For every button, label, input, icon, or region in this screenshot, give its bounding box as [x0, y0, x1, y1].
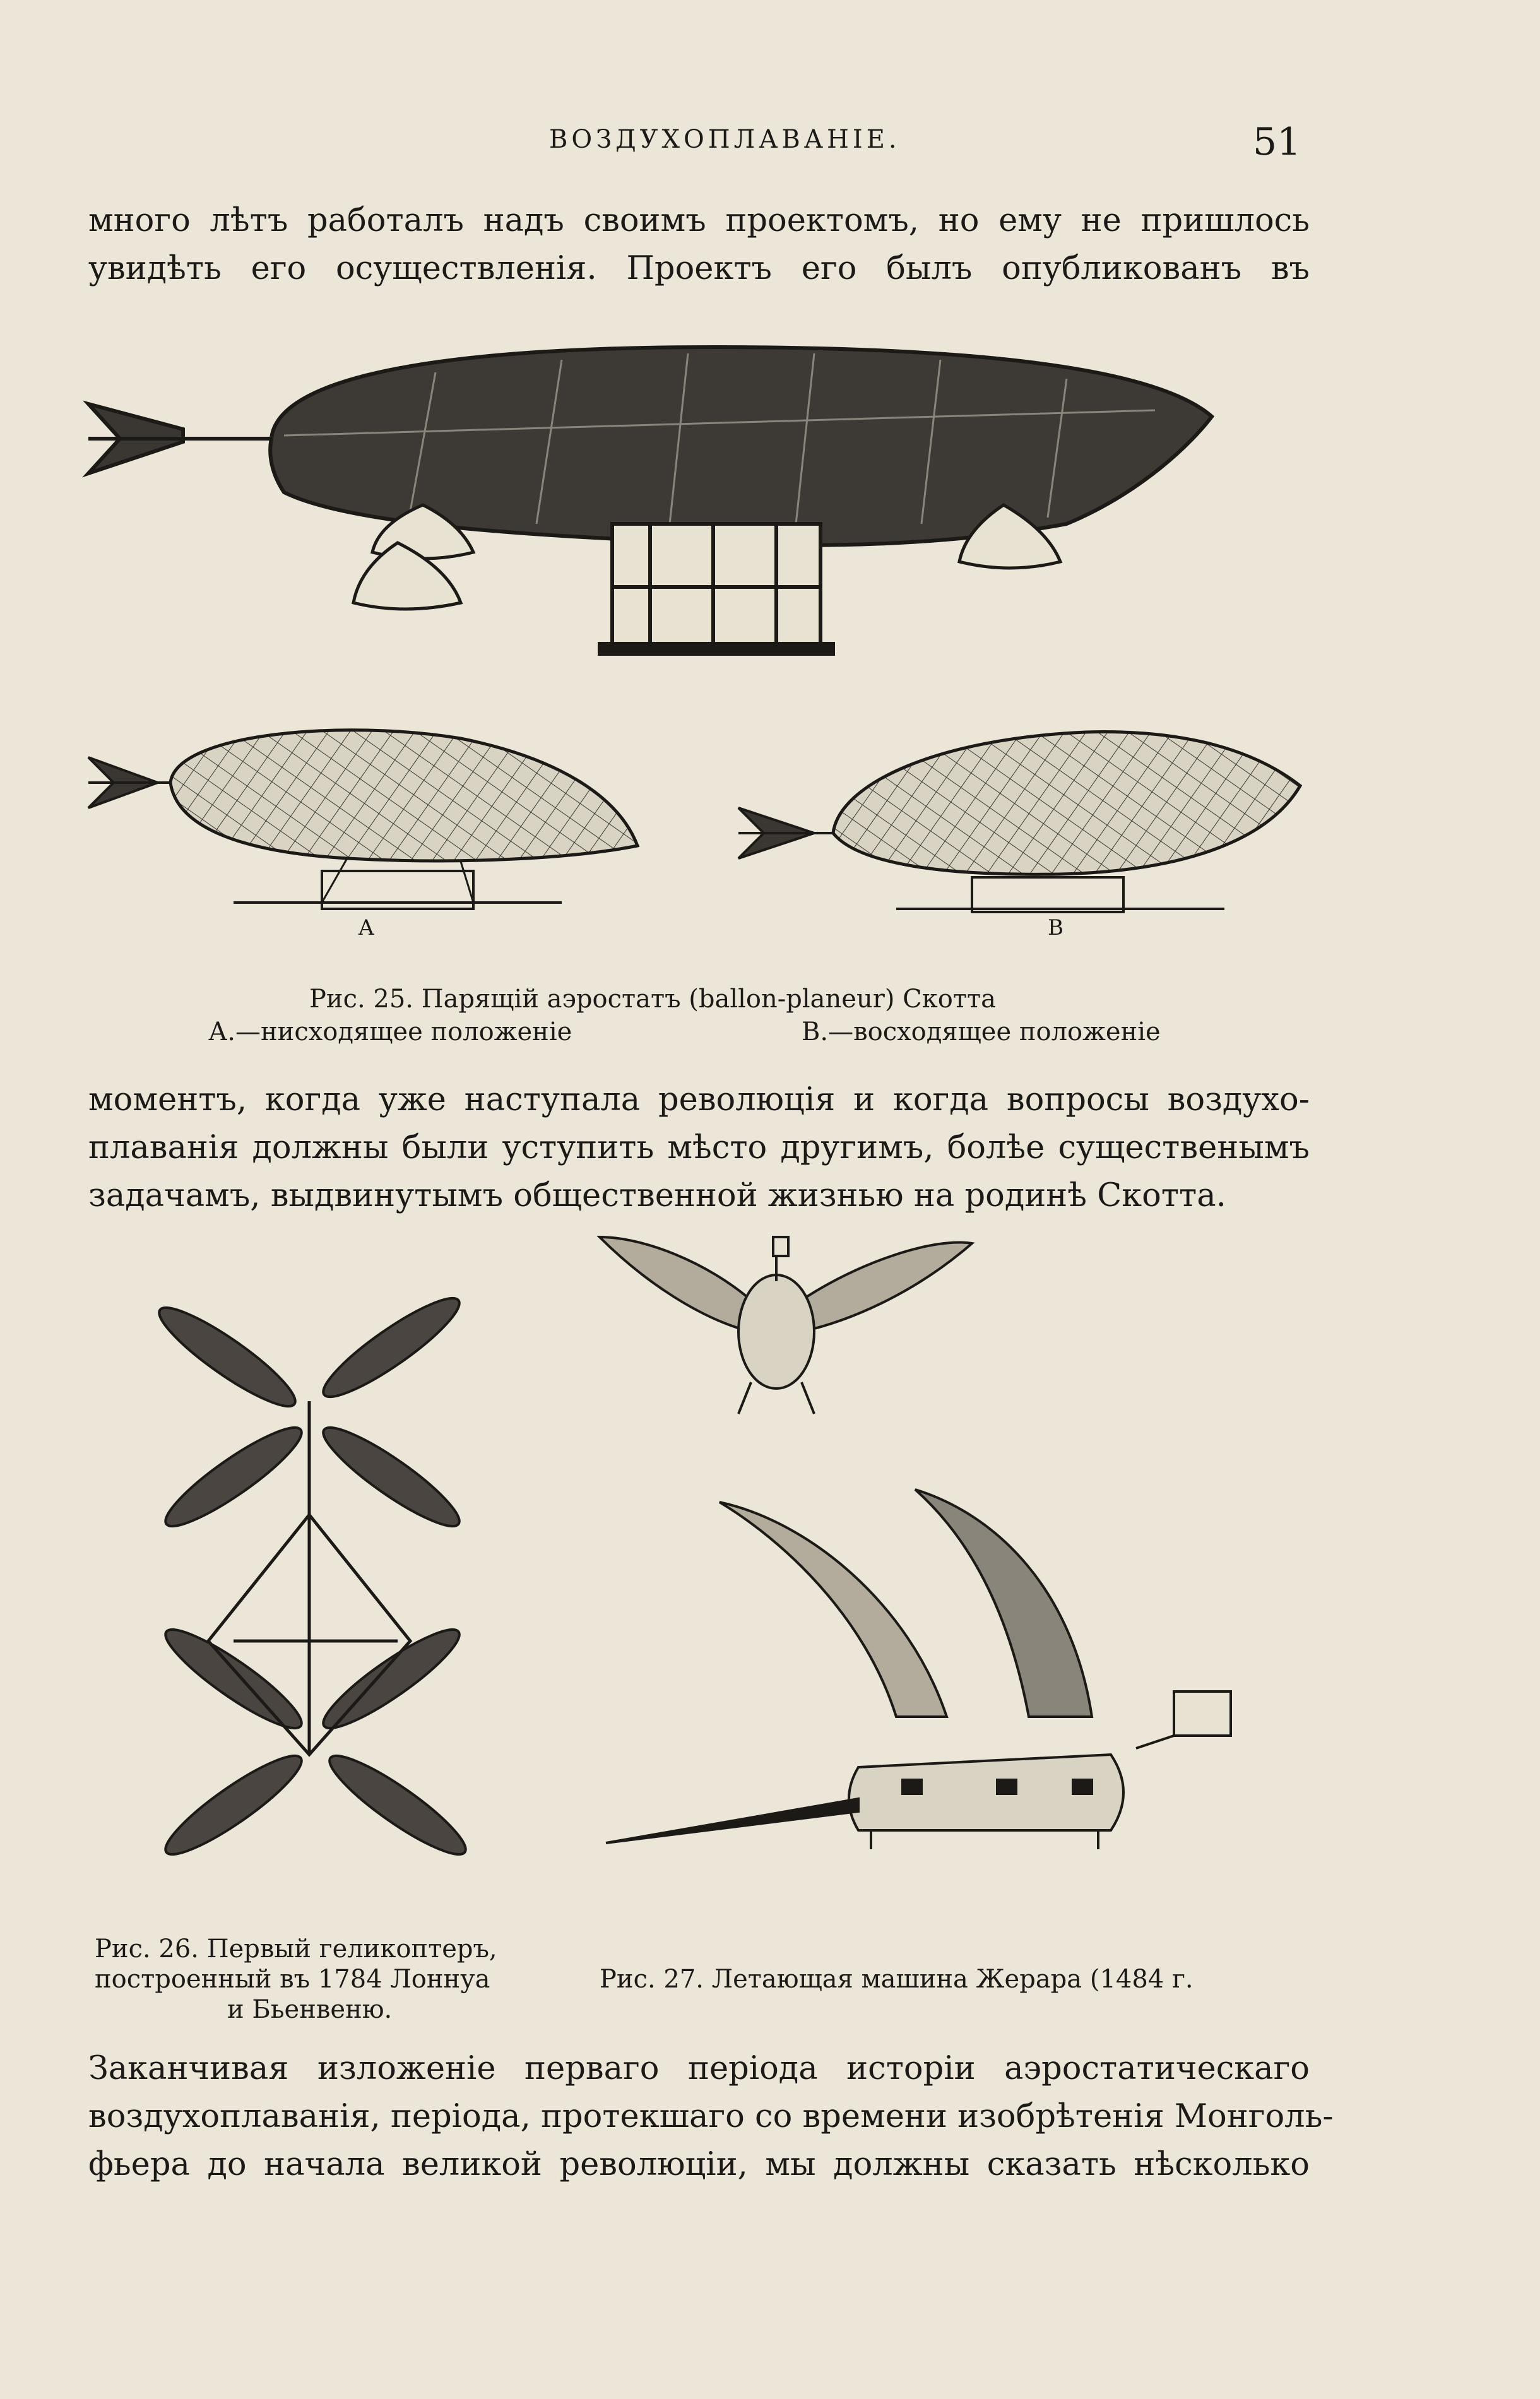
balloon-tail-rudder: [88, 404, 278, 473]
figure-25a-descending-airship: [82, 713, 688, 928]
paragraph-line: воздухоплаванія, періода, протекшаго со времени изобрѣтенія Монголь-: [88, 2098, 1334, 2135]
paragraph-line: фьера до начала великой революціи, мы должны сказать нѣсколько: [88, 2146, 1310, 2183]
figure-26-caption-line: и Бьенвеню.: [227, 1995, 393, 2024]
paragraph-line: много лѣтъ работалъ надъ своимъ проектомъ, но ему не пришлось: [88, 202, 1310, 239]
paragraph-2: [88, 1076, 1310, 1220]
figure-25-caption-b: В.—восходящее положеніе: [802, 1017, 1161, 1046]
figure-25-caption-a: А.—нисходящее положеніе: [208, 1017, 572, 1046]
figure-label-a: A: [358, 915, 374, 940]
figure-25-main-balloon-illustration: [82, 335, 1231, 675]
small-winged-figure: [600, 1237, 972, 1414]
figure-27-caption: Рис. 27. Летающая машина Жерара (1484 г.: [600, 1965, 1194, 1994]
running-head: [0, 120, 1540, 164]
figure-27-flying-machine-illustration: [593, 1224, 1281, 1875]
paragraph-1: [88, 197, 1310, 293]
paragraph-3: [88, 2045, 1334, 2189]
paragraph-line: моментъ, когда уже наступала революція и когда вопросы воздухо-: [88, 1081, 1310, 1118]
figure-26-caption-line: Рис. 26. Первый геликоптеръ,: [95, 1934, 497, 1964]
figure-25-caption: Рис. 25. Парящій аэростатъ (ballon-planeur) Скотта: [309, 985, 996, 1014]
figure-26-helicopter-illustration: [158, 1288, 473, 1856]
figure-25b-ascending-airship: [732, 713, 1313, 928]
page-number: 51: [1253, 120, 1301, 164]
running-title: ВОЗДУХОПЛАВАНІЕ.: [549, 125, 901, 154]
paragraph-line: плаванія должны были уступить мѣсто другимъ, болѣе существенымъ: [88, 1129, 1310, 1166]
balloon-gondola: [600, 524, 833, 654]
paragraph-line: увидѣть его осуществленія. Проектъ его былъ опубликованъ въ: [88, 250, 1310, 287]
figure-26-caption-line: построенный въ 1784 Лоннуа: [95, 1965, 490, 1994]
paragraph-line: задачамъ, выдвинутымъ общественной жизнью на родинѣ Скотта.: [88, 1177, 1226, 1214]
figure-label-b: B: [1048, 915, 1063, 940]
large-winged-machine: [606, 1490, 1231, 1849]
paragraph-line: Заканчивая изложеніе перваго періода исторіи аэростатическаго: [88, 2050, 1310, 2087]
